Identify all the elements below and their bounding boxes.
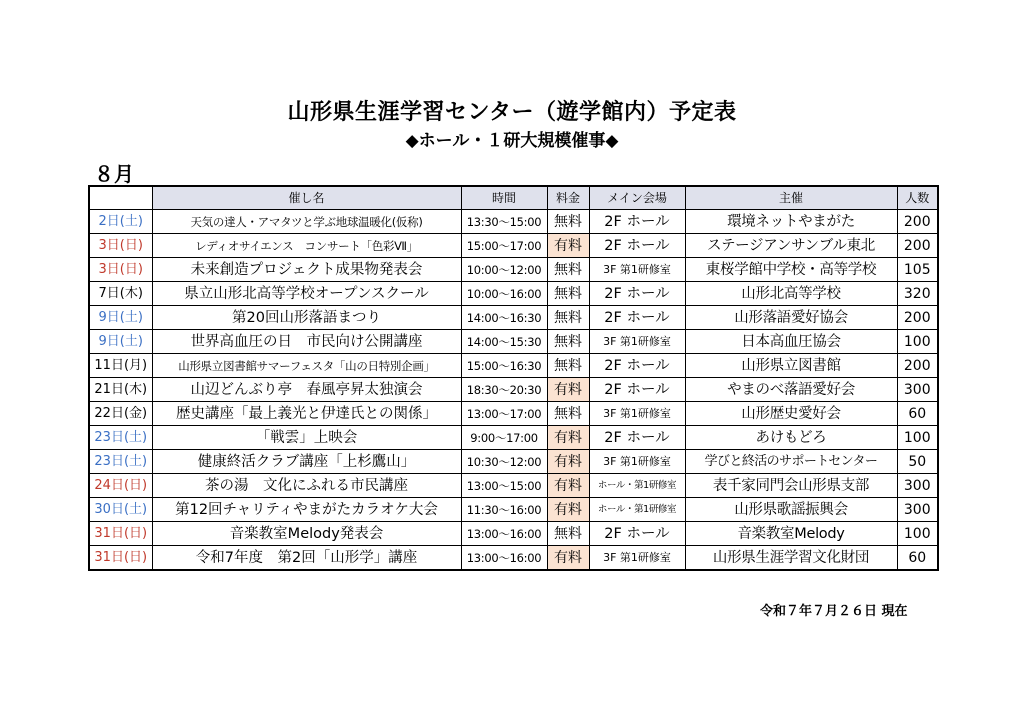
header-date-cell	[89, 186, 152, 210]
venue-cell: 3F 第1研修室	[589, 258, 685, 282]
time-cell: 14:00～15:30	[461, 330, 547, 354]
time-cell: 9:00～17:00	[461, 426, 547, 450]
time-cell: 15:00～16:30	[461, 354, 547, 378]
time-cell: 13:00～16:00	[461, 546, 547, 571]
time-cell: 15:00～17:00	[461, 234, 547, 258]
venue-cell: 2F ホール	[589, 306, 685, 330]
time-cell: 10:30～12:00	[461, 450, 547, 474]
time-cell: 13:30～15:00	[461, 210, 547, 234]
table-row	[89, 234, 938, 258]
date-cell: 31日(日)	[89, 522, 152, 546]
venue-cell: 3F 第1研修室	[589, 450, 685, 474]
fee-cell: 無料	[547, 522, 589, 546]
date-cell: 2日(土)	[89, 210, 152, 234]
capacity-cell: 105	[897, 258, 938, 282]
capacity-cell: 200	[897, 234, 938, 258]
date-cell: 23日(土)	[89, 426, 152, 450]
capacity-cell: 300	[897, 378, 938, 402]
date-cell: 9日(土)	[89, 330, 152, 354]
time-cell: 13:00～16:00	[461, 522, 547, 546]
fee-cell: 無料	[547, 258, 589, 282]
table-row	[89, 426, 938, 450]
event-name-cell: 「戦雲」上映会	[152, 426, 461, 450]
organizer-cell: やまのべ落語愛好会	[685, 378, 897, 402]
header-event: 催し名	[152, 186, 461, 210]
capacity-cell: 100	[897, 330, 938, 354]
fee-cell: 有料	[547, 498, 589, 522]
capacity-cell: 50	[897, 450, 938, 474]
venue-cell: ホール・第1研修室	[589, 498, 685, 522]
organizer-cell: 音楽教室Melody	[685, 522, 897, 546]
capacity-cell: 100	[897, 522, 938, 546]
time-cell: 11:30～16:00	[461, 498, 547, 522]
fee-cell: 無料	[547, 282, 589, 306]
event-name-cell: 未来創造プロジェクト成果物発表会	[152, 258, 461, 282]
capacity-cell: 200	[897, 354, 938, 378]
table-row	[89, 354, 938, 378]
fee-cell: 有料	[547, 474, 589, 498]
event-name-cell: 茶の湯 文化にふれる市民講座	[152, 474, 461, 498]
fee-cell: 有料	[547, 450, 589, 474]
time-cell: 13:00～15:00	[461, 474, 547, 498]
time-cell: 14:00～16:30	[461, 306, 547, 330]
header-organizer: 主催	[685, 186, 897, 210]
organizer-cell: 環境ネットやまがた	[685, 210, 897, 234]
event-name-cell: 第12回チャリティやまがたカラオケ大会	[152, 498, 461, 522]
capacity-cell: 300	[897, 474, 938, 498]
venue-cell: 2F ホール	[589, 282, 685, 306]
time-cell: 13:00～17:00	[461, 402, 547, 426]
date-cell: 24日(日)	[89, 474, 152, 498]
table-row	[89, 330, 938, 354]
capacity-cell: 100	[897, 426, 938, 450]
date-cell: 9日(土)	[89, 306, 152, 330]
organizer-cell: あけもどろ	[685, 426, 897, 450]
organizer-cell: 山形県立図書館	[685, 354, 897, 378]
date-cell: 22日(金)	[89, 402, 152, 426]
venue-cell: ホール・第1研修室	[589, 474, 685, 498]
venue-cell: 2F ホール	[589, 234, 685, 258]
table-row	[89, 258, 938, 282]
venue-cell: 2F ホール	[589, 378, 685, 402]
organizer-cell: ステージアンサンブル東北	[685, 234, 897, 258]
capacity-cell: 60	[897, 402, 938, 426]
header-venue: メイン会場	[589, 186, 685, 210]
table-row	[89, 402, 938, 426]
fee-cell: 無料	[547, 330, 589, 354]
table-row	[89, 522, 938, 546]
month-label: ８月	[94, 162, 134, 186]
event-name-cell: 令和7年度 第2回「山形学」講座	[152, 546, 461, 571]
event-name-cell: レディオサイエンス コンサート「色彩Ⅶ」	[152, 234, 461, 258]
capacity-cell: 300	[897, 498, 938, 522]
fee-cell: 有料	[547, 378, 589, 402]
date-cell: 30日(土)	[89, 498, 152, 522]
page-subtitle: ◆ホール・１研大規模催事◆	[405, 131, 619, 151]
fee-cell: 無料	[547, 402, 589, 426]
time-cell: 10:00～16:00	[461, 282, 547, 306]
table-header-row	[89, 186, 938, 210]
time-cell: 10:00～12:00	[461, 258, 547, 282]
organizer-cell: 東桜学館中学校・高等学校	[685, 258, 897, 282]
event-name-cell: 山形県立図書館サマーフェスタ「山の日特別企画」	[152, 354, 461, 378]
fee-cell: 有料	[547, 426, 589, 450]
capacity-cell: 320	[897, 282, 938, 306]
capacity-cell: 200	[897, 306, 938, 330]
table-row	[89, 282, 938, 306]
date-cell: 31日(日)	[89, 546, 152, 571]
date-cell: 21日(木)	[89, 378, 152, 402]
event-name-cell: 世界高血圧の日 市民向け公開講座	[152, 330, 461, 354]
event-name-cell: 山辺どんぶり亭 春風亭昇太独演会	[152, 378, 461, 402]
fee-cell: 無料	[547, 306, 589, 330]
venue-cell: 2F ホール	[589, 522, 685, 546]
organizer-cell: 山形落語愛好協会	[685, 306, 897, 330]
event-name-cell: 県立山形北高等学校オープンスクール	[152, 282, 461, 306]
fee-cell: 有料	[547, 546, 589, 571]
venue-cell: 3F 第1研修室	[589, 330, 685, 354]
table-row	[89, 210, 938, 234]
table-row	[89, 498, 938, 522]
schedule-table	[88, 185, 939, 571]
organizer-cell: 山形歴史愛好会	[685, 402, 897, 426]
event-name-cell: 音楽教室Melody発表会	[152, 522, 461, 546]
organizer-cell: 山形北高等学校	[685, 282, 897, 306]
table-row	[89, 474, 938, 498]
organizer-cell: 日本高血圧協会	[685, 330, 897, 354]
date-cell: 7日(木)	[89, 282, 152, 306]
table-row	[89, 546, 938, 571]
capacity-cell: 200	[897, 210, 938, 234]
table-row	[89, 450, 938, 474]
fee-cell: 無料	[547, 210, 589, 234]
event-name-cell: 健康終活クラブ講座「上杉鷹山」	[152, 450, 461, 474]
organizer-cell: 学びと終活のサポートセンター	[685, 450, 897, 474]
time-cell: 18:30～20:30	[461, 378, 547, 402]
header-time: 時間	[461, 186, 547, 210]
header-fee: 料金	[547, 186, 589, 210]
event-name-cell: 天気の達人・アマタツと学ぶ地球温暖化(仮称)	[152, 210, 461, 234]
venue-cell: 3F 第1研修室	[589, 402, 685, 426]
venue-cell: 2F ホール	[589, 210, 685, 234]
date-cell: 23日(土)	[89, 450, 152, 474]
organizer-cell: 表千家同門会山形県支部	[685, 474, 897, 498]
organizer-cell: 山形県歌謡振興会	[685, 498, 897, 522]
as-of-date: 令和７年７月２６日 現在	[760, 604, 908, 619]
event-name-cell: 第20回山形落語まつり	[152, 306, 461, 330]
header-capacity: 人数	[897, 186, 938, 210]
venue-cell: 2F ホール	[589, 354, 685, 378]
table-row	[89, 306, 938, 330]
table-row	[89, 378, 938, 402]
fee-cell: 無料	[547, 354, 589, 378]
capacity-cell: 60	[897, 546, 938, 571]
venue-cell: 3F 第1研修室	[589, 546, 685, 571]
organizer-cell: 山形県生涯学習文化財団	[685, 546, 897, 571]
date-cell: 3日(日)	[89, 234, 152, 258]
date-cell: 3日(日)	[89, 258, 152, 282]
fee-cell: 有料	[547, 234, 589, 258]
date-cell: 11日(月)	[89, 354, 152, 378]
venue-cell: 2F ホール	[589, 426, 685, 450]
event-name-cell: 歴史講座「最上義光と伊達氏との関係」	[152, 402, 461, 426]
page-title: 山形県生涯学習センター（遊学館内）予定表	[287, 100, 737, 125]
